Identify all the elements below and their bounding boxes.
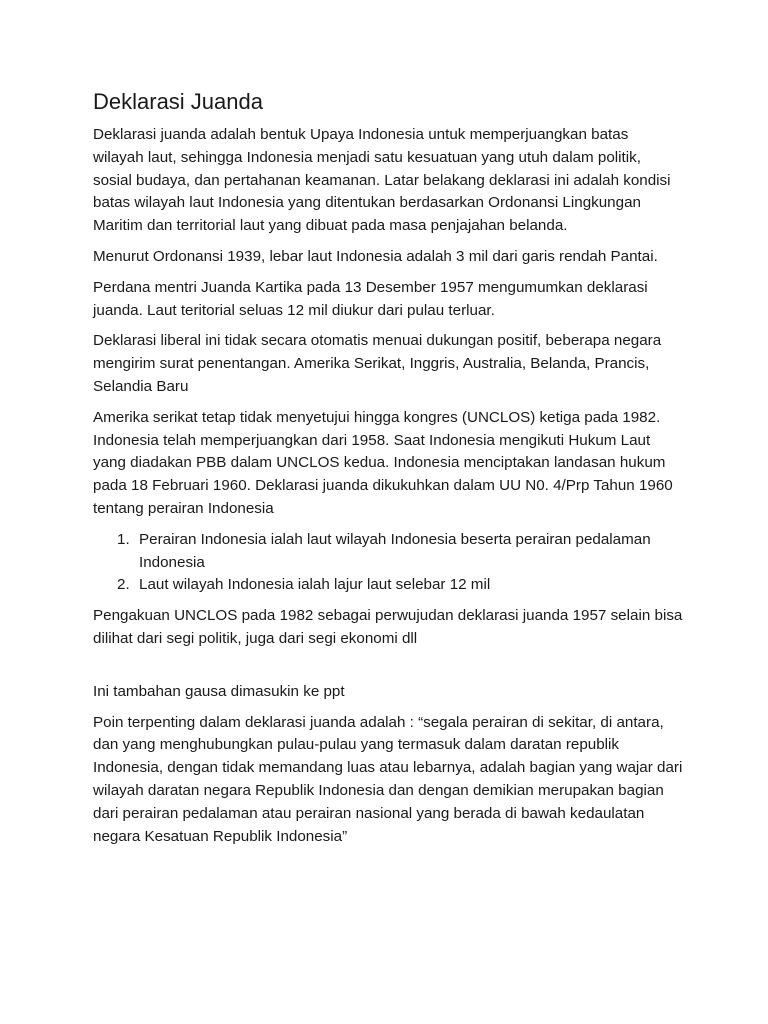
list-item-text: Laut wilayah Indonesia ialah lajur laut selebar 12 mil (139, 576, 491, 594)
list-item-text: Perairan Indonesia ialah laut wilayah Indonesia beserta perairan pedalaman Indonesia (139, 530, 651, 571)
paragraph-note: Ini tambahan gausa dimasukin ke ppt (93, 682, 345, 700)
document-title: Deklarasi Juanda (93, 89, 263, 114)
list-item (93, 574, 683, 597)
paragraph-opposition: Deklarasi liberal ini tidak secara otomatis menuai dukungan positif, beberapa negara mengirim surat penentangan. Amerika Serikat, Inggris, Australia, Belanda, Prancis, Selandia Baru (93, 332, 662, 395)
paragraph-announcement: Perdana mentri Juanda Kartika pada 13 Desember 1957 mengumumkan deklarasi juanda. Laut teritorial seluas 12 mil diukur dari pulau terluar. (93, 278, 648, 319)
list-item (93, 529, 683, 575)
list-number: 1. (117, 530, 130, 548)
list-number: 2. (117, 576, 130, 594)
paragraph-recognition: Pengakuan UNCLOS pada 1982 sebagai perwujudan deklarasi juanda 1957 selain bisa dilihat dari segi politik, juga dari segi ekonomi dll (93, 607, 683, 647)
document-page (93, 86, 683, 856)
paragraph-key-point: Poin terpenting dalam deklarasi juanda adalah : “segala perairan di sekitar, di antara, dan yang menghubungkan pulau-pulau yang termasuk dalam daratan republik Indonesia, dengan tidak memandang luas atau lebarnya, adalah bagian yang wajar dari wilayah daratan negara Republik Indonesia dan dengan demikian merupakan bagian dari perairan pedalaman atau perairan nasional yang berada di bawah kedaulatan negara Kesatuan Republik Indonesia” (93, 713, 683, 845)
paragraph-unclos: Amerika serikat tetap tidak menyetujui hingga kongres (UNCLOS) ketiga pada 1982. Indonesia telah memperjuangkan dari 1958. Saat Indonesia mengikuti Hukum Laut yang diadakan PBB dalam UNCLOS kedua. Indonesia menciptakan landasan hukum pada 18 Februari 1960. Deklarasi juanda dikukuhkan dalam UU N0. 4/Prp Tahun 1960 tentang perairan Indonesia (93, 408, 673, 517)
paragraph-ordonansi: Menurut Ordonansi 1939, lebar laut Indonesia adalah 3 mil dari garis rendah Pantai. (93, 247, 658, 265)
blank-line (93, 659, 683, 681)
numbered-list (93, 529, 683, 597)
paragraph-definition: Deklarasi juanda adalah bentuk Upaya Indonesia untuk memperjuangkan batas wilayah laut, sehingga Indonesia menjadi satu kesuatuan yang utuh dalam politik, sosial budaya, dan pertahanan keamanan. Latar belakang deklarasi ini adalah kondisi batas wilayah laut Indonesia yang ditentukan berdasarkan Ordonansi Lingkungan Maritim dan territorial laut yang dibuat pada masa penjajahan belanda. (93, 126, 671, 235)
